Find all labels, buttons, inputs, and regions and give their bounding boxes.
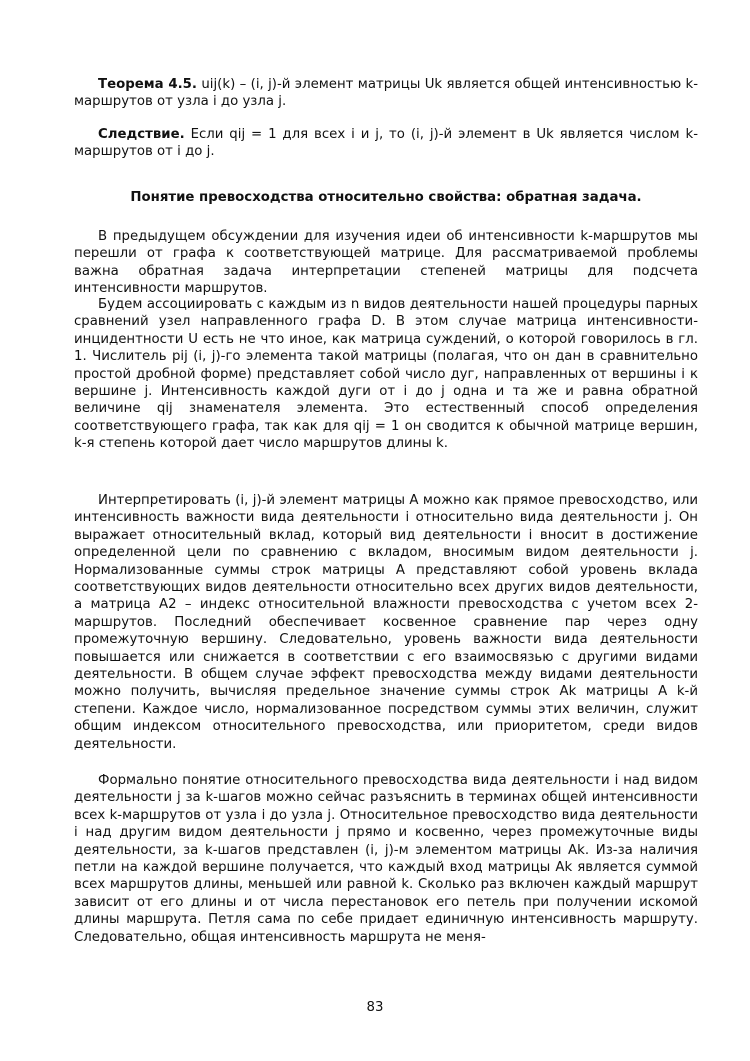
paragraph-2: Будем ассоциировать с каждым из n видов деятельности нашей процедуры парных сравнений узел направленного графа D. В этом случае матрица интенсивности-инцидентности U есть не что иное, как матрица суждений, о которой говорилось в гл. 1. Числитель pij (i, j)-го элемента такой матрицы (полагая, что он дан в сравнительно простой дробной форме) представляет собой число дуг, направленных от вершины i к вершине j. Интенсивность каждой дуги от i до j одна и та же и равна обратной величине qij знаменателя элемента. Это естественный способ определения соответствующего графа, так как для qij = 1 он сводится к обычной матрице вершин, k-я степень которой дает число маршрутов длины k. (74, 297, 698, 452)
corollary-label: Следствие. (98, 127, 185, 142)
paragraph-3: Интерпретировать (i, j)-й элемент матрицы A можно как прямое превосходство, или интенсивность важности вида деятельности i относительно вида деятельности j. Он выражает относительный вклад, который вид деятельности i вносит в достижение определенной цели по сравнению с вкладом, вносимым видом деятельности j. Нормализованные суммы строк матрицы A представляют собой уровень вклада соответствующих видов деятельности относительно всех других видов деятельности, а матрица A2 – индекс относительной влажности превосходства с учетом всех 2-маршрутов. Последний обеспечивает косвенное сравнение пар через одну промежуточную вершину. Следовательно, уровень важности вида деятельности повышается или снижается в соответствии с его взаимосвязью с другими видами деятельности. В общем случае эффект превосходства между видами деятельности можно получить, вычисляя предельное значение суммы строк Ak матрицы A k-й степени. Каждое число, нормализованное посредством суммы этих величин, служит общим индексом относительного превосходства, или приоритетом, среди видов деятельности. (74, 493, 698, 752)
paragraph-4: Формально понятие относительного превосходства вида деятельности i над видом деятельности j за k-шагов можно сейчас разъяснить в терминах общей интенсивности всех k-маршрутов от узла i до узла j. Относительное превосходство вида деятельности i над другим видом деятельности j прямо и косвенно, через промежуточные виды деятельности, за k-шагов представлен (i, j)-м элементом матрицы Ak. Из-за наличия петли на каждой вершине получается, что каждый вход матрицы Ak является суммой всех маршрутов длины, меньшей или равной k. Сколько раз включен каждый маршрут зависит от его длины и от числа перестановок его петель при получении искомой длины маршрута. Петля сама по себе придает единичную интенсивность маршруту. Следовательно, общая интенсивность маршрута не меня- (74, 773, 698, 945)
page-number: 83 (366, 1000, 384, 1015)
theorem-label: Теорема 4.5. (98, 77, 197, 92)
theorem-block (74, 76, 698, 111)
theorem-text: uij(k) – (i, j)-й элемент матрицы Uk является общей интенсивностью k-маршрутов от узла i до узла j. (74, 77, 699, 110)
corollary-text: Если qij = 1 для всех i и j, то (i, j)-й элемент в Uk является числом k-маршрутов от i до j. (74, 127, 698, 160)
corollary-block (74, 126, 698, 161)
paragraph-1: В предыдущем обсуждении для изучения идеи об интенсивности k-маршрутов мы перешли от графа к соответствующей матрице. Для рассматриваемой проблемы важна обратная задача интерпретации степеней матрицы для подсчета интенсивности маршрутов. (74, 229, 698, 297)
section-title: Понятие превосходства относительно свойства: обратная задача. (130, 190, 642, 205)
